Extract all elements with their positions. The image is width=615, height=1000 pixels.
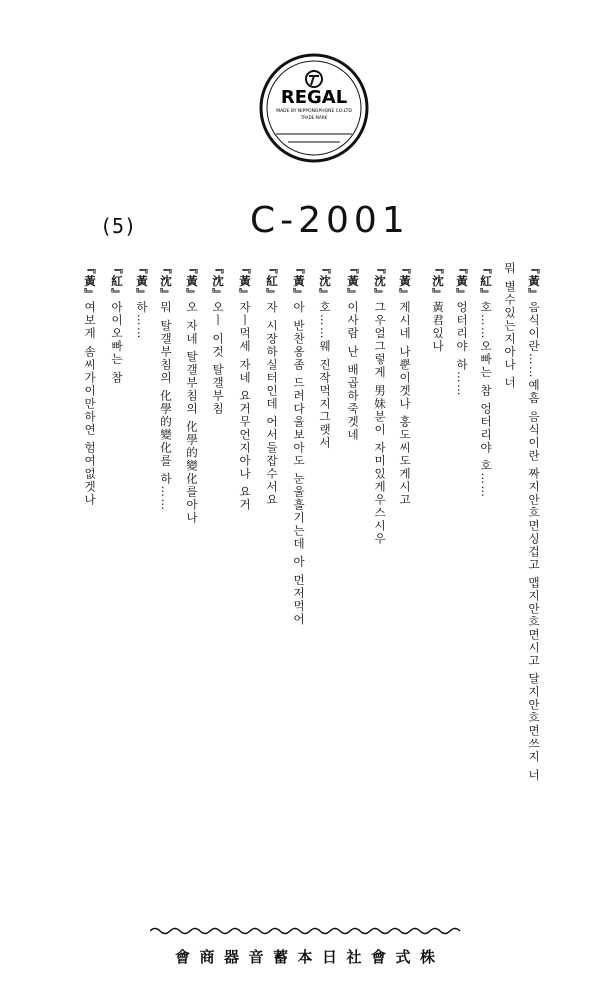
lyric-line: 뭐 탈갤부침의 化學的變化를 하…… bbox=[159, 301, 173, 512]
lyric-column bbox=[185, 262, 199, 524]
speaker: 『黃』 bbox=[238, 262, 252, 301]
lyric-column bbox=[135, 262, 149, 340]
speaker: 『黃』 bbox=[527, 262, 541, 301]
speaker: 『紅』 bbox=[479, 262, 493, 301]
lyric-column bbox=[318, 262, 332, 449]
lyric-line: 오 자네 탈갤부침의 化學的變化를아나 bbox=[185, 301, 199, 525]
speaker: 『黃』 bbox=[83, 262, 97, 301]
speaker: 『黃』 bbox=[185, 262, 199, 301]
lyric-line: 아 반찬옹좀 드려다울보아도 눈울흘기는데 아 먼저먹어 bbox=[292, 301, 306, 626]
speaker: 『沈』 bbox=[431, 262, 445, 301]
lyric-column bbox=[431, 262, 445, 353]
lyric-column bbox=[265, 262, 279, 506]
lyric-line: 자 시장하실터인데 어서들잡수서요 bbox=[265, 301, 279, 507]
lyric-column bbox=[83, 262, 97, 506]
lyric-column bbox=[455, 262, 469, 397]
label-small-text: MADE BY NIPPONOPHONE CO.LTD bbox=[276, 109, 352, 114]
lyric-line: 게시네 나뿐이겟나 홍도씨도게시고 bbox=[398, 301, 412, 507]
lyric-column bbox=[110, 262, 124, 384]
speaker: 『紅』 bbox=[110, 262, 124, 301]
speaker: 『紅』 bbox=[265, 262, 279, 301]
lyric-line: 여보게 솜씨가이만하연 험여없겟나 bbox=[83, 301, 97, 507]
publisher-name: 會商器音蓄本日社會式株 bbox=[175, 948, 445, 966]
page-number: (5) bbox=[100, 214, 137, 238]
speaker: 『沈』 bbox=[318, 262, 332, 301]
lyric-line: 음식이란……예흠 음식이란 짜지안흐면싱겁고 맵지안흐면시고 달지안흐면쓰지 너 bbox=[527, 301, 541, 782]
speaker: 『黃』 bbox=[398, 262, 412, 301]
lyric-column bbox=[292, 262, 306, 626]
speaker: 『黃』 bbox=[292, 262, 306, 301]
lyric-column bbox=[373, 262, 387, 545]
lyric-line: 아이오빠는 참 bbox=[110, 301, 124, 385]
lyric-column bbox=[346, 262, 360, 441]
lyric-line: 그우얼그렇게 男妹분이 자미있게우스시우 bbox=[373, 301, 387, 546]
speaker: 『沈』 bbox=[159, 262, 173, 301]
lyric-column bbox=[159, 262, 173, 511]
lyric-column bbox=[211, 262, 225, 415]
lyric-column bbox=[479, 262, 493, 498]
speaker: 『黃』 bbox=[346, 262, 360, 301]
lyric-line: 이사람 난 배곱하죽겟네 bbox=[346, 301, 360, 442]
lyric-line: 오ㅣ 이것 탈갤부침 bbox=[211, 301, 225, 416]
speaker: 『沈』 bbox=[373, 262, 387, 301]
lyric-line: 자ㅣ먹세 자네 요거무언지아나 요거 bbox=[238, 301, 252, 512]
speaker: 『沈』 bbox=[211, 262, 225, 301]
speaker: 『黃』 bbox=[455, 262, 469, 301]
wavy-rule bbox=[150, 926, 465, 936]
speaker: 『黃』 bbox=[135, 262, 149, 301]
lyric-column bbox=[527, 262, 541, 782]
lyric-column bbox=[398, 262, 412, 506]
catalog-number: C-2001 bbox=[250, 200, 410, 241]
lyric-line: 뭐 별수있는지아나 너 bbox=[503, 262, 517, 390]
lyric-line: 엉터리야 하…… bbox=[455, 301, 469, 398]
lyric-line: 黃君있나 bbox=[431, 301, 445, 353]
lyric-line: 하…… bbox=[135, 301, 149, 340]
lyric-line: 호……오빠는 참 엉터리야 호…… bbox=[479, 301, 493, 499]
lyric-line: 호……웨 진작먹지그랫서 bbox=[318, 301, 332, 450]
trademark-text: TRADE MARK bbox=[300, 115, 328, 120]
lyric-column bbox=[503, 262, 517, 389]
brand-name: REGAL bbox=[280, 87, 348, 108]
lyric-column bbox=[238, 262, 252, 511]
